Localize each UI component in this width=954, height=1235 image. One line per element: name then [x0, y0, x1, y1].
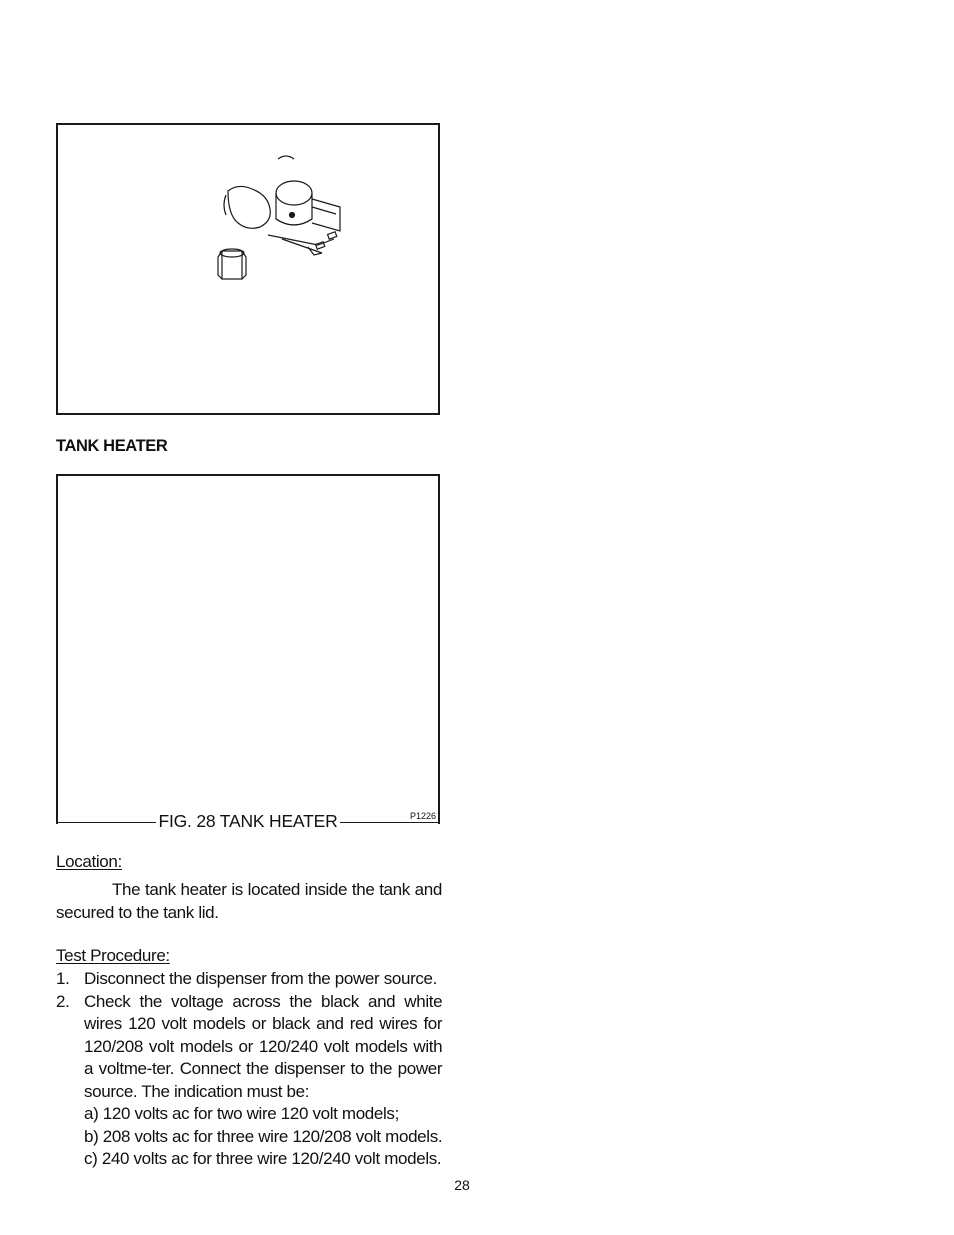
figure-tank-heater: [56, 474, 440, 824]
step-item: [56, 968, 442, 991]
step-subitem: b) 208 volts ac for three wire 120/208 volt models.: [84, 1126, 443, 1146]
solenoid-valve-drawing-icon: [208, 151, 348, 281]
step-number: 1.: [56, 969, 70, 988]
figure-valve: [56, 123, 440, 415]
location-text: The tank heater is located inside the tank and secured to the tank lid.: [56, 880, 442, 922]
step-body: [84, 991, 442, 1171]
test-procedure-steps: [56, 968, 442, 1171]
figure-caption: FIG. 28 TANK HEATER: [158, 811, 338, 831]
step-subitem: c) 240 volts ac for three wire 120/240 volt models.: [84, 1149, 442, 1168]
location-label: Location:: [56, 852, 122, 871]
step-subitem: a) 120 volts ac for two wire 120 volt models;: [84, 1104, 399, 1123]
section-heading: TANK HEATER: [56, 437, 168, 455]
step-number: 2.: [56, 991, 70, 1011]
test-procedure-label: Test Procedure:: [56, 946, 170, 965]
step-text: Disconnect the dispenser from the power source.: [84, 969, 438, 988]
figure-code: P1226: [409, 811, 436, 821]
page-number: 28: [454, 1177, 470, 1193]
figure-border-left: [56, 822, 156, 823]
step-text: Check the voltage across the black and white wires 120 volt models or black and red wires for 120/208 volt models or 120/240 volt models with a voltme-ter. Connect the dispenser to the power source. The indication must be:: [84, 991, 443, 1101]
figure-border-right: [340, 822, 440, 823]
step-item: [56, 991, 442, 1171]
